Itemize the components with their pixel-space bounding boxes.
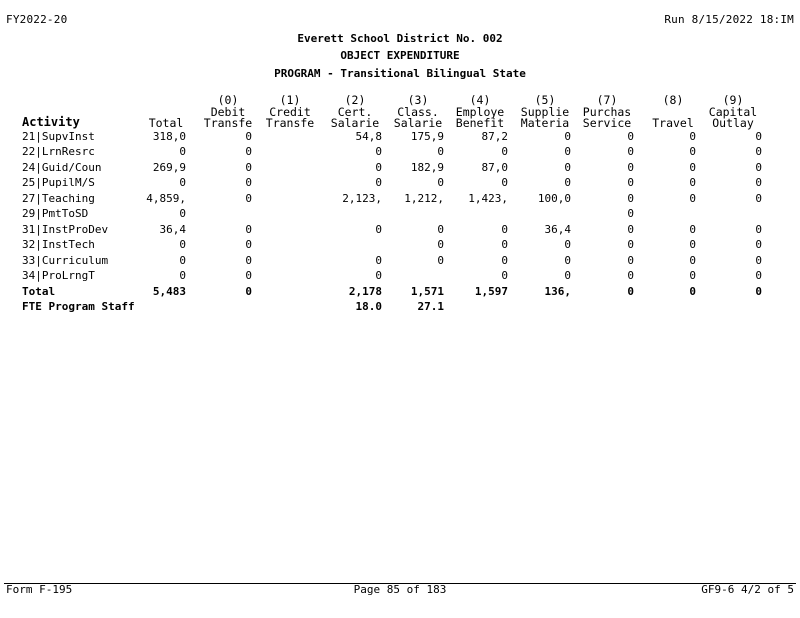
value-cell: 18.0 bbox=[355, 300, 382, 313]
column-label-line2: Salarie bbox=[393, 116, 443, 130]
value-cell: 0 bbox=[689, 176, 696, 189]
column-label-line1: Cert. bbox=[337, 104, 373, 119]
value-cell: 0 bbox=[689, 238, 696, 251]
value-cell: 27.1 bbox=[417, 300, 444, 313]
value-cell: 0 bbox=[245, 176, 252, 189]
value-cell: 0 bbox=[755, 285, 762, 298]
column-label-line1: Capital bbox=[708, 104, 758, 119]
value-cell: 0 bbox=[375, 254, 382, 267]
table-row bbox=[0, 238, 800, 253]
value-cell: 1,571 bbox=[410, 285, 444, 298]
value-cell: 0 bbox=[437, 223, 444, 236]
value-cell: 0 bbox=[501, 176, 508, 189]
value-cell: 0 bbox=[689, 130, 696, 143]
value-cell: 54,8 bbox=[355, 130, 382, 143]
value-cell: 0 bbox=[564, 145, 571, 158]
value-cell: 318,0 bbox=[152, 130, 186, 143]
activity-label: 31|InstProDev bbox=[22, 223, 109, 236]
column-number: (3) bbox=[407, 93, 429, 107]
value-cell: 0 bbox=[627, 269, 634, 282]
value-cell: 0 bbox=[689, 223, 696, 236]
activity-label: 27|Teaching bbox=[22, 192, 95, 205]
value-cell: 0 bbox=[245, 254, 252, 267]
value-cell: 0 bbox=[564, 161, 571, 174]
value-cell: 0 bbox=[755, 161, 762, 174]
value-cell: 0 bbox=[689, 161, 696, 174]
value-cell: 0 bbox=[627, 130, 634, 143]
column-label-line2: Travel bbox=[652, 116, 694, 130]
activity-label: 25|PupilM/S bbox=[22, 176, 95, 189]
column-label-line2: Service bbox=[582, 116, 632, 130]
value-cell: 0 bbox=[627, 192, 634, 205]
value-cell: 0 bbox=[179, 176, 186, 189]
column-label-line1: Class. bbox=[397, 104, 439, 119]
form-code: GF9-6 4/2 of 5 bbox=[701, 583, 794, 596]
activity-label: 32|InstTech bbox=[22, 238, 95, 251]
activity-label: 22|LrnResrc bbox=[22, 145, 95, 158]
report-title: OBJECT EXPENDITURE bbox=[340, 49, 460, 62]
value-cell: 0 bbox=[245, 223, 252, 236]
run-date-label: Run 8/15/2022 18:IM bbox=[664, 13, 794, 26]
value-cell: 0 bbox=[627, 254, 634, 267]
value-cell: 0 bbox=[627, 223, 634, 236]
value-cell: 0 bbox=[245, 285, 252, 298]
value-cell: 0 bbox=[245, 130, 252, 143]
activity-label: 21|SupvInst bbox=[22, 130, 95, 143]
column-label-line2: Outlay bbox=[712, 116, 754, 130]
value-cell: 0 bbox=[437, 176, 444, 189]
value-cell: 0 bbox=[564, 269, 571, 282]
column-label-line2: Transfe bbox=[203, 116, 253, 130]
value-cell: 0 bbox=[627, 207, 634, 220]
value-cell: 0 bbox=[689, 285, 696, 298]
column-label-line1: Employe bbox=[455, 104, 505, 119]
activity-label: 33|Curriculum bbox=[22, 254, 109, 267]
value-cell: 0 bbox=[375, 223, 382, 236]
value-cell: 0 bbox=[437, 254, 444, 267]
page-number: Page 85 of 183 bbox=[353, 583, 447, 596]
activity-label: 24|Guid/Coun bbox=[22, 161, 102, 174]
value-cell: 0 bbox=[375, 145, 382, 158]
value-cell: 0 bbox=[627, 145, 634, 158]
fte-row bbox=[0, 300, 800, 315]
value-cell: 100,0 bbox=[537, 192, 571, 205]
district-title: Everett School District No. 002 bbox=[297, 32, 503, 45]
column-number: (8) bbox=[662, 93, 684, 107]
value-cell: 0 bbox=[755, 192, 762, 205]
value-cell: 0 bbox=[627, 161, 634, 174]
column-number: (4) bbox=[469, 93, 491, 107]
value-cell: 0 bbox=[501, 238, 508, 251]
value-cell: 0 bbox=[437, 238, 444, 251]
activity-label: 34|ProLrngT bbox=[22, 269, 95, 282]
program-title: PROGRAM - Transitional Bilingual State bbox=[274, 67, 526, 80]
value-cell: 87,0 bbox=[481, 161, 508, 174]
table-row bbox=[0, 223, 800, 238]
value-cell: 0 bbox=[689, 269, 696, 282]
value-cell: 0 bbox=[179, 238, 186, 251]
column-label-line1: Purchas bbox=[582, 104, 632, 119]
value-cell: 1,597 bbox=[474, 285, 508, 298]
column-number: (0) bbox=[217, 93, 239, 107]
form-label: Form F-195 bbox=[6, 583, 73, 596]
value-cell: 0 bbox=[689, 192, 696, 205]
table-row bbox=[0, 176, 800, 191]
value-cell: 0 bbox=[755, 130, 762, 143]
table-row bbox=[0, 130, 800, 145]
value-cell: 1,212, bbox=[404, 192, 444, 205]
column-header bbox=[693, 95, 773, 130]
value-cell: 0 bbox=[375, 269, 382, 282]
value-cell: 175,9 bbox=[410, 130, 444, 143]
activity-label: 29|PmtToSD bbox=[22, 207, 89, 220]
value-cell: 0 bbox=[179, 145, 186, 158]
value-cell: 0 bbox=[375, 176, 382, 189]
column-number: (9) bbox=[722, 93, 744, 107]
value-cell: 2,178 bbox=[348, 285, 382, 298]
value-cell: 0 bbox=[501, 269, 508, 282]
value-cell: 0 bbox=[375, 161, 382, 174]
column-header-activity: Activity bbox=[22, 115, 80, 129]
value-cell: 0 bbox=[245, 238, 252, 251]
column-number: (1) bbox=[279, 93, 301, 107]
value-cell: 0 bbox=[437, 145, 444, 158]
table-row bbox=[0, 207, 800, 222]
value-cell: 0 bbox=[179, 207, 186, 220]
value-cell: 5,483 bbox=[152, 285, 186, 298]
column-number: (7) bbox=[596, 93, 618, 107]
value-cell: 0 bbox=[755, 223, 762, 236]
value-cell: 0 bbox=[755, 269, 762, 282]
value-cell: 0 bbox=[627, 285, 634, 298]
column-label-line2: Transfe bbox=[265, 116, 315, 130]
value-cell: 36,4 bbox=[544, 223, 571, 236]
value-cell: 1,423, bbox=[468, 192, 508, 205]
value-cell: 0 bbox=[179, 269, 186, 282]
value-cell: 0 bbox=[755, 176, 762, 189]
activity-label: FTE Program Staff bbox=[22, 300, 135, 313]
column-number: (5) bbox=[534, 93, 556, 107]
value-cell: 0 bbox=[755, 254, 762, 267]
value-cell: 0 bbox=[627, 238, 634, 251]
column-label-line1: Debit bbox=[210, 104, 246, 119]
table-row bbox=[0, 269, 800, 284]
value-cell: 0 bbox=[564, 176, 571, 189]
value-cell: 0 bbox=[564, 238, 571, 251]
value-cell: 136, bbox=[544, 285, 571, 298]
value-cell: 0 bbox=[689, 254, 696, 267]
value-cell: 36,4 bbox=[159, 223, 186, 236]
value-cell: 0 bbox=[245, 269, 252, 282]
column-label-line1: Supplie bbox=[520, 104, 570, 119]
value-cell: 0 bbox=[627, 176, 634, 189]
value-cell: 0 bbox=[689, 145, 696, 158]
column-label-line2: Salarie bbox=[330, 116, 380, 130]
fiscal-year-label: FY2022-20 bbox=[6, 13, 68, 26]
value-cell: 0 bbox=[501, 145, 508, 158]
value-cell: 0 bbox=[501, 223, 508, 236]
table-row bbox=[0, 145, 800, 160]
column-number: (2) bbox=[344, 93, 366, 107]
value-cell: 87,2 bbox=[481, 130, 508, 143]
table-row bbox=[0, 161, 800, 176]
value-cell: 4,859, bbox=[146, 192, 186, 205]
table-row bbox=[0, 254, 800, 269]
value-cell: 0 bbox=[755, 238, 762, 251]
table-row bbox=[0, 192, 800, 207]
value-cell: 0 bbox=[245, 161, 252, 174]
value-cell: 0 bbox=[245, 145, 252, 158]
value-cell: 0 bbox=[179, 254, 186, 267]
column-label-line2: Materia bbox=[520, 116, 570, 130]
value-cell: 0 bbox=[755, 145, 762, 158]
column-label-line2: Total bbox=[148, 116, 184, 130]
value-cell: 0 bbox=[245, 192, 252, 205]
value-cell: 0 bbox=[564, 254, 571, 267]
value-cell: 182,9 bbox=[410, 161, 444, 174]
value-cell: 2,123, bbox=[342, 192, 382, 205]
column-label-line1: Credit bbox=[269, 104, 311, 119]
total-row bbox=[0, 285, 800, 300]
column-label-line2: Benefit bbox=[455, 116, 505, 130]
value-cell: 0 bbox=[501, 254, 508, 267]
activity-label: Total bbox=[22, 285, 56, 298]
value-cell: 0 bbox=[564, 130, 571, 143]
value-cell: 269,9 bbox=[152, 161, 186, 174]
